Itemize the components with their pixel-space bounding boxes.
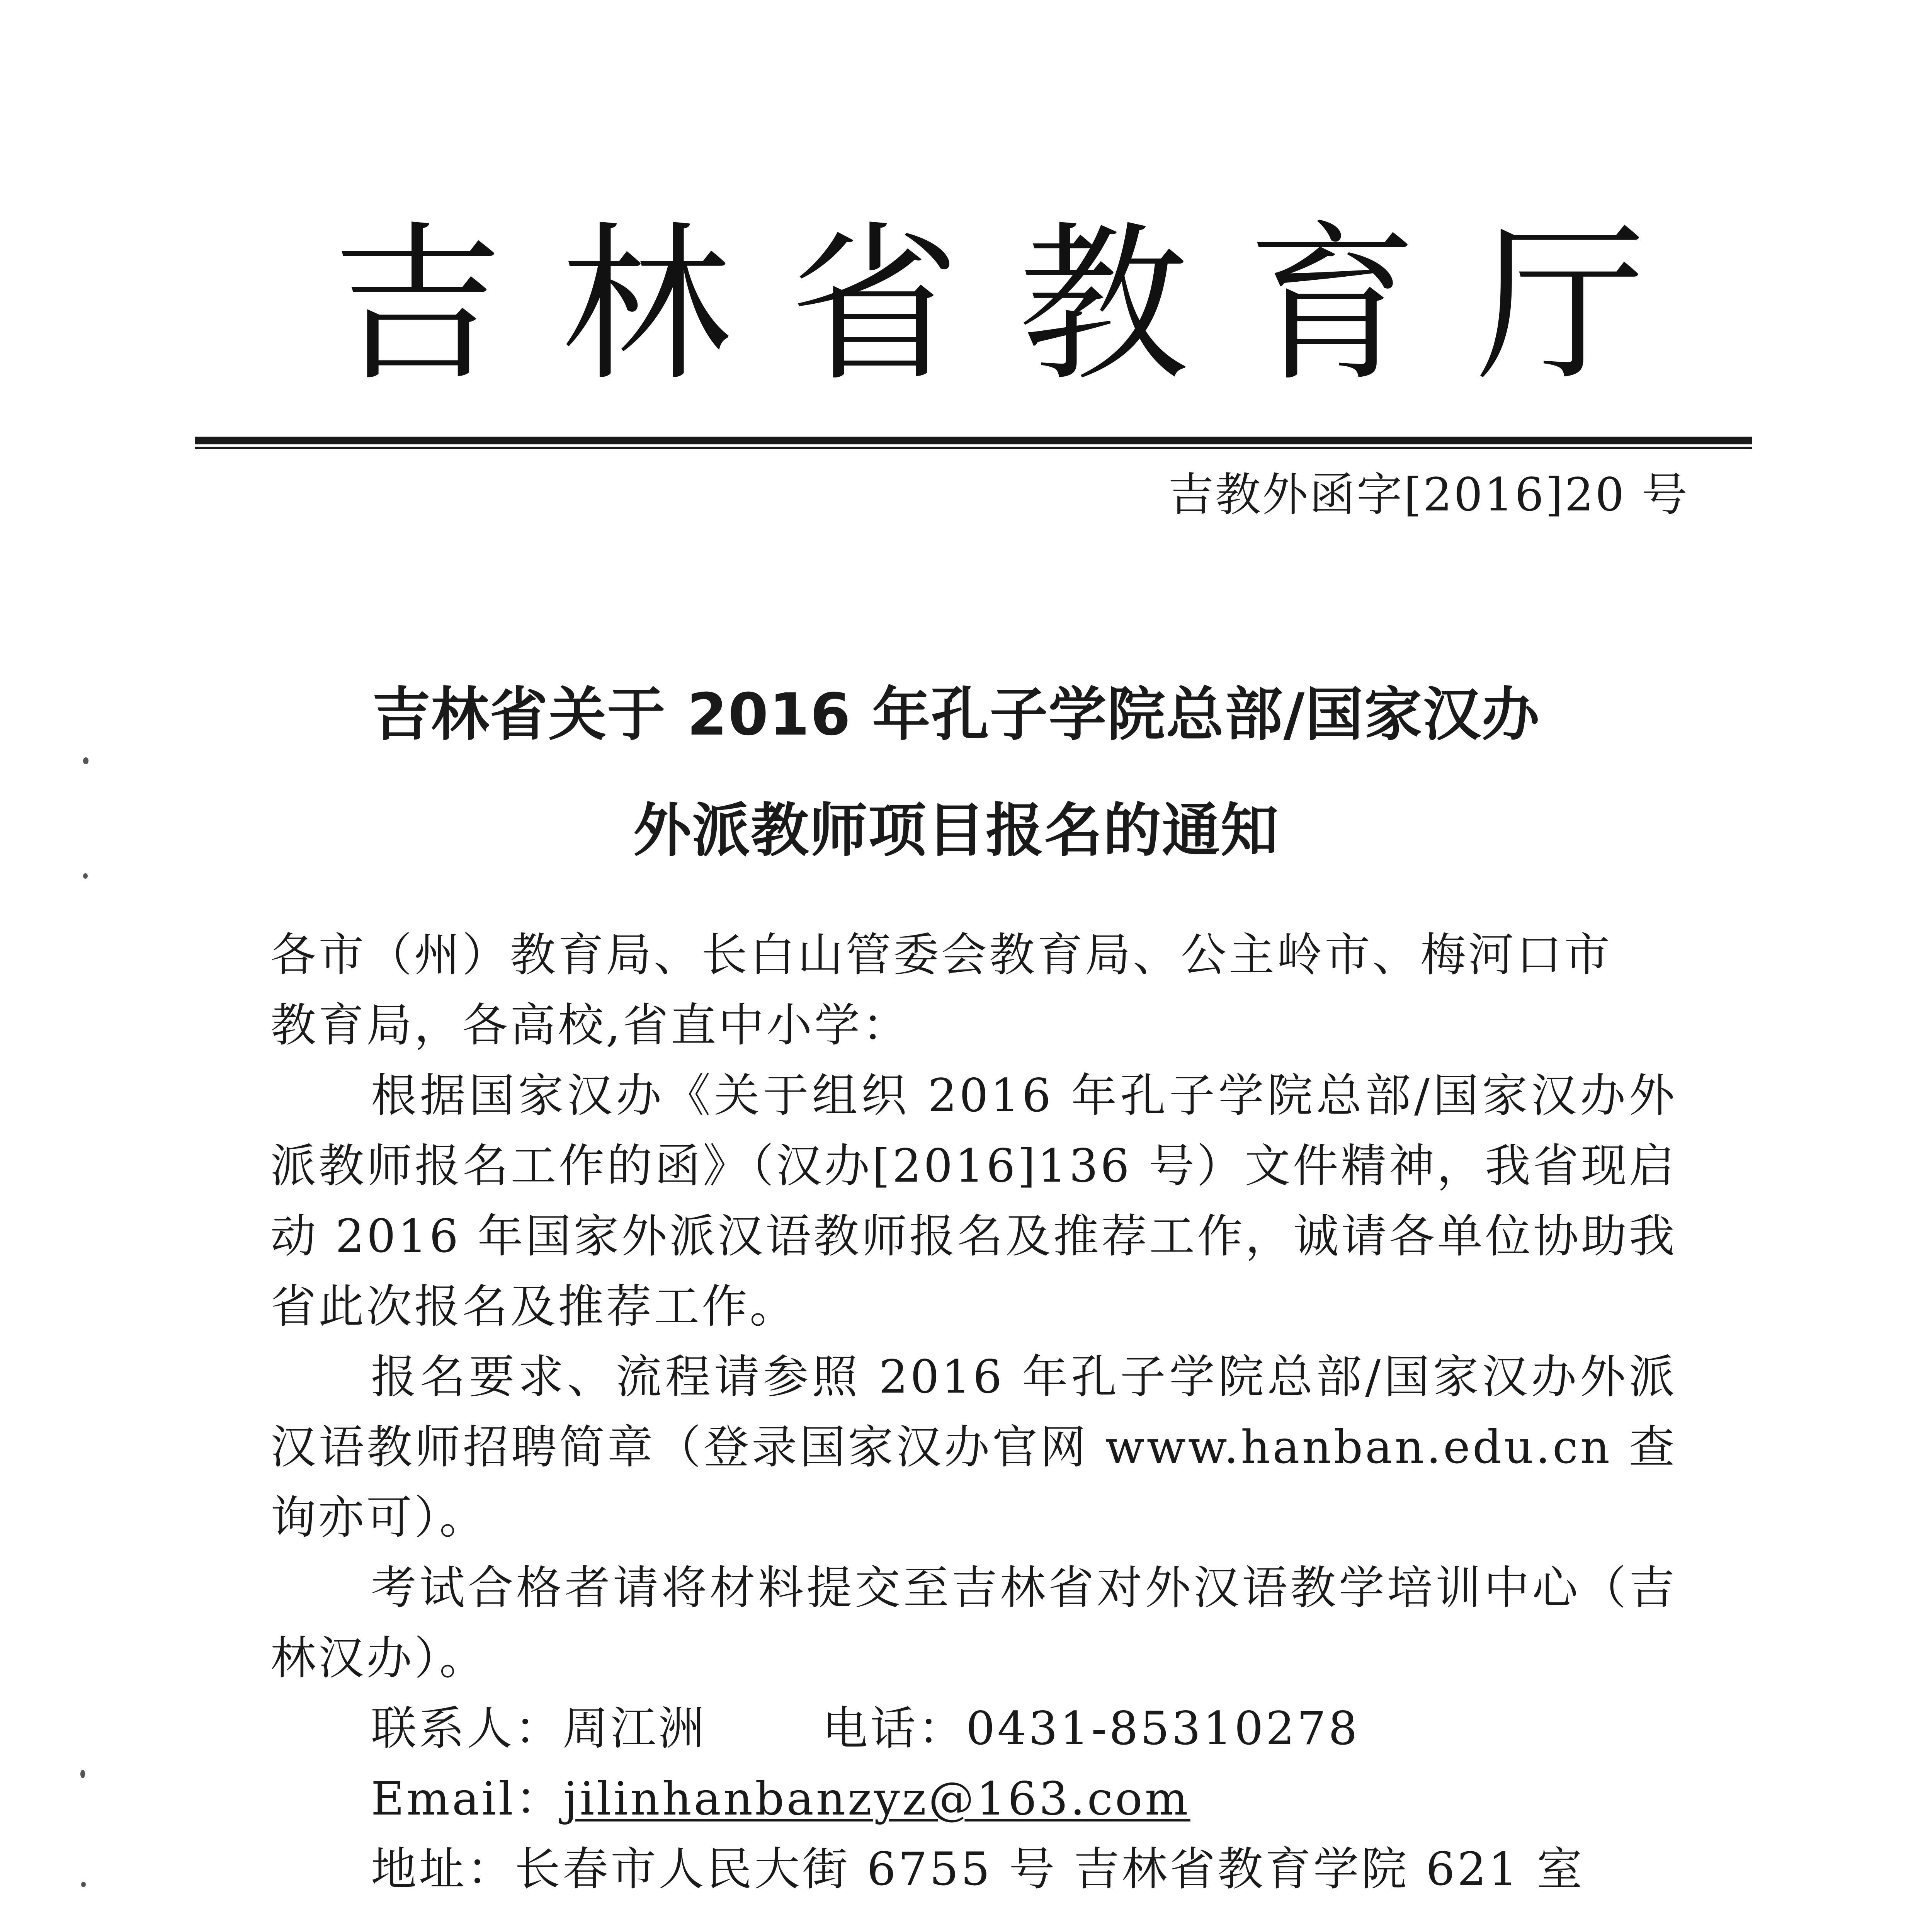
address-line: 地址：长春市人民大街 6755 号 吉林省教育学院 621 室 xyxy=(371,1842,1585,1896)
scan-speck xyxy=(83,757,88,764)
recipients-line-2: 教育局，各高校,省直中小学： xyxy=(270,998,910,1052)
paragraph-1: 根据国家汉办《关于组织 2016 年孔子学院总部/国家汉办外派教师报名工作的函》（汉办[2016]136 号）文件精神，我省现启动 2016 年国家外派汉语教师报名及推荐工作，诚请各单位协助我省此次报名及推荐工作。 xyxy=(270,1069,1677,1333)
masthead xyxy=(332,201,1646,410)
contact-line xyxy=(270,1693,1677,1764)
paragraph-3: 考试合格者请将材料提交至吉林省对外汉语教学培训中心（吉林汉办）。 xyxy=(270,1561,1677,1685)
masthead-char: 吉 xyxy=(332,206,502,404)
scan-speck xyxy=(80,1770,85,1778)
masthead-char: 教 xyxy=(1019,206,1189,404)
scan-speck xyxy=(81,1882,86,1887)
masthead-divider xyxy=(195,437,1752,449)
masthead-char: 林 xyxy=(561,206,731,404)
recipients-line-1: 各市（州）教育局、长白山管委会教育局、公主岭市、梅河口市 xyxy=(270,928,1612,981)
document-number: 吉教外函字[2016]20 号 xyxy=(1168,468,1689,521)
email-line xyxy=(270,1764,1677,1834)
email-link[interactable]: jilinhanbanzyz@163.com xyxy=(563,1772,1190,1825)
title-line-2: 外派教师项目报名的通知 xyxy=(633,797,1279,864)
document-title xyxy=(185,657,1727,889)
scan-speck xyxy=(83,873,88,879)
title-line-1: 吉林省关于 2016 年孔子学院总部/国家汉办 xyxy=(372,681,1541,748)
contact-phone: 电话：0431-85310278 xyxy=(822,1702,1360,1755)
masthead-char: 省 xyxy=(790,206,960,404)
contact-person: 联系人：周江洲 xyxy=(371,1702,707,1755)
paragraph-2: 报名要求、流程请参照 2016 年孔子学院总部/国家汉办外派汉语教师招聘简章（登录国家汉办官网 www.hanban.edu.cn 查询亦可）。 xyxy=(270,1350,1677,1544)
masthead-char: 厅 xyxy=(1476,206,1646,404)
masthead-char: 育 xyxy=(1247,206,1417,404)
document-body xyxy=(270,920,1677,1904)
email-label: Email： xyxy=(371,1772,563,1825)
